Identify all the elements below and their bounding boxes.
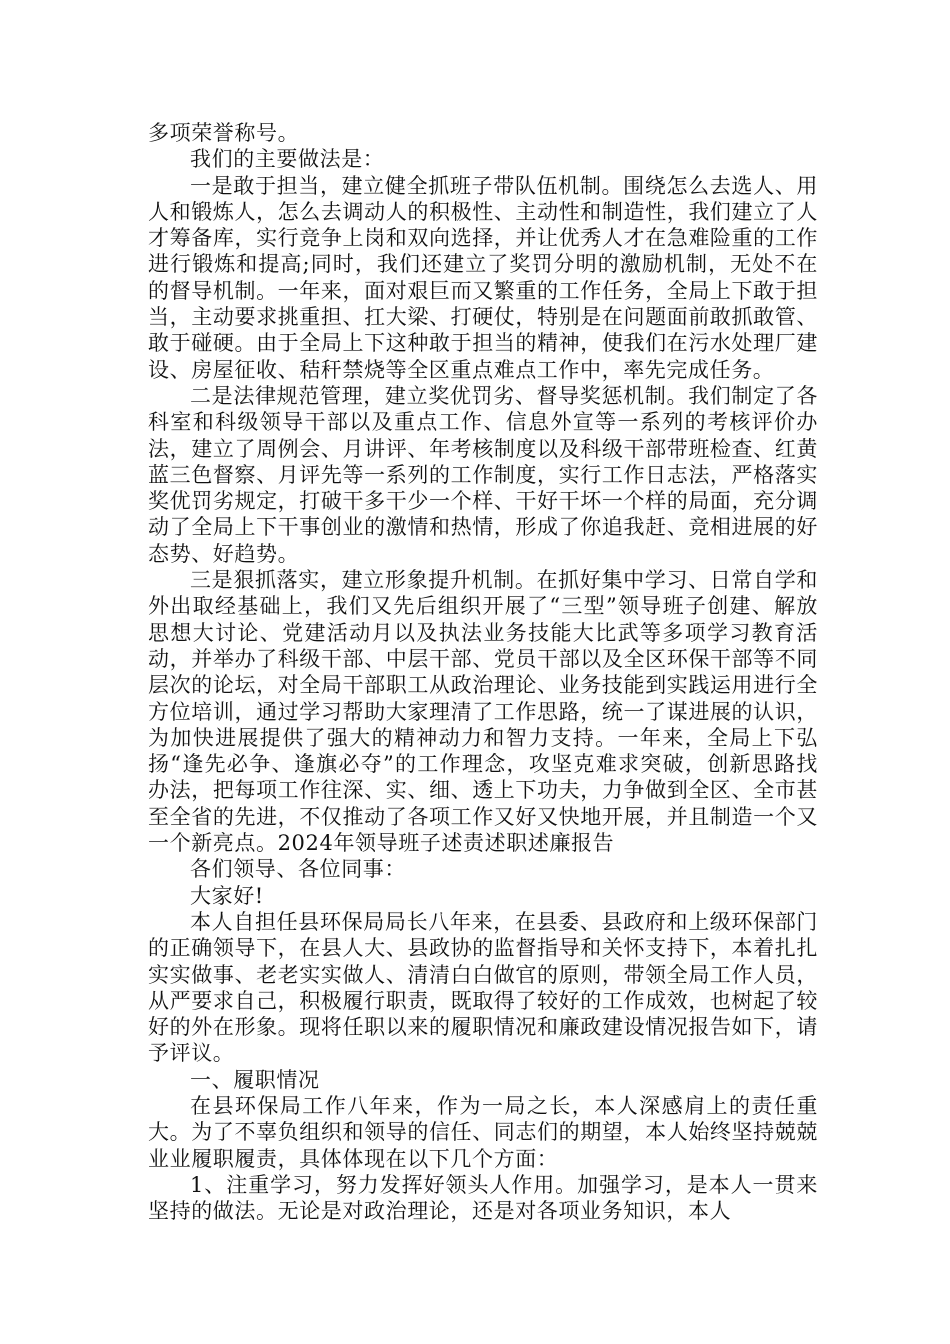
paragraph-6: 各们领导、各位同事：: [190, 857, 406, 882]
paragraph-11: 1、注重学习，努力发挥好领头人作用。加强学习，是本人一贯来坚持的做法。无论是对政治理论，还是对各项业务知识，本人: [148, 1172, 818, 1224]
document-body: [148, 120, 818, 1224]
paragraph-4: 二是法律规范管理，建立奖优罚劣、督导奖惩机制。我们制定了各科室和科级领导干部以及重点工作、信息外宣等一系列的考核评价办法，建立了周例会、月讲评、年考核制度以及科级干部带班检查、红黄蓝三色督察、月评先等一系列的工作制度，实行工作日志法，严格落实奖优罚劣规定，打破干多干少一个样、干好干坏一个样的局面，充分调动了全局上下干事创业的激情和热情，形成了你追我赶、竞相进展的好态势、好趋势。: [148, 383, 818, 566]
paragraph-10: 在县环保局工作八年来，作为一局之长，本人深感肩上的责任重大。为了不辜负组织和领导的信任、同志们的期望，本人始终坚持兢兢业业履职履责，具体体现在以下几个方面：: [148, 1093, 818, 1171]
paragraph-9: 一、履职情况: [190, 1067, 320, 1092]
paragraph-1: 多项荣誉称号。: [148, 121, 300, 145]
paragraph-8: 本人自担任县环保局局长八年来，在县委、县政府和上级环保部门的正确领导下，在县人大、县政协的监督指导和关怀支持下，本着扎扎实实做事、老老实实做人、清清白白做官的原则，带领全局工作人员，从严要求自己，积极履行职责，既取得了较好的工作成效，也树起了较好的外在形象。现将任职以来的履职情况和廉政建设情况报告如下，请予评议。: [148, 909, 818, 1066]
paragraph-3: 一是敢于担当，建立健全抓班子带队伍机制。围绕怎么去选人、用人和锻炼人，怎么去调动人的积极性、主动性和制造性，我们建立了人才筹备库，实行竞争上岗和双向选择，并让优秀人才在急难险重的工作进行锻炼和提高;同时，我们还建立了奖罚分明的激励机制，无处不在的督导机制。一年来，面对艰巨而又繁重的工作任务，全局上下敢于担当，主动要求挑重担、扛大梁、打硬仗，特别是在问题面前敢抓敢管、敢于碰硬。由于全局上下这种敢于担当的精神，使我们在污水处理厂建设、房屋征收、秸秆禁烧等全区重点难点工作中，率先完成任务。: [148, 173, 818, 382]
paragraph-7: 大家好!: [190, 883, 264, 908]
paragraph-5: 三是狠抓落实，建立形象提升机制。在抓好集中学习、日常自学和外出取经基础上，我们又先后组织开展了“三型”领导班子创建、解放思想大讨论、党建活动月以及执法业务技能大比武等多项学习教育活动，并举办了科级干部、中层干部、党员干部以及全区环保干部等不同层次的论坛，对全局干部职工从政治理论、业务技能到实践运用进行全方位培训，通过学习帮助大家理清了工作思路，统一了谋进展的认识，为加快进展提供了强大的精神动力和智力支持。一年来，全局上下弘扬“逢先必争、逢旗必夺”的工作理念，攻坚克难求突破，创新思路找办法，把每项工作往深、实、细、透上下功夫，力争做到全区、全市甚至全省的先进，不仅推动了各项工作又好又快地开展，并且制造一个又一个新亮点。2024年领导班子述责述职述廉报告: [148, 568, 818, 856]
paragraph-2: 我们的主要做法是：: [190, 147, 385, 172]
